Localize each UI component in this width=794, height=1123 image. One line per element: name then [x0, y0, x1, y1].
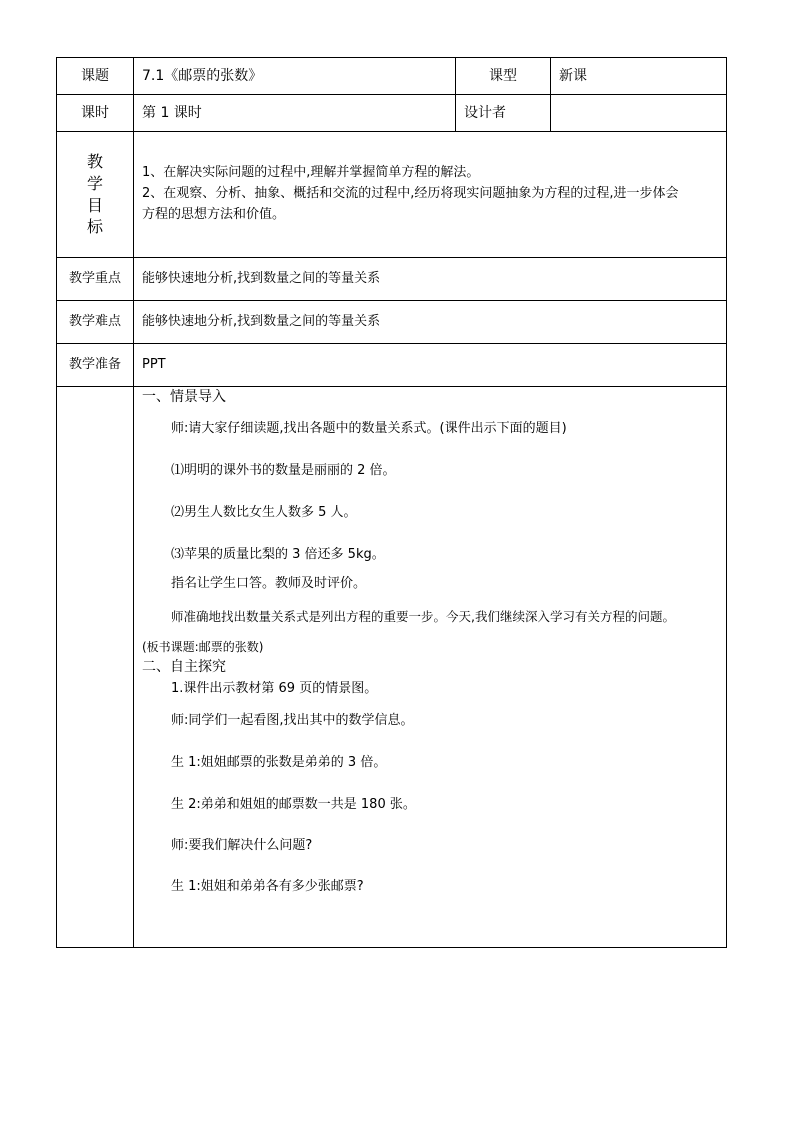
key-point-label: 教学重点	[57, 258, 134, 301]
goals-row	[57, 132, 727, 258]
topic-row	[57, 58, 727, 95]
process-line: 师:同学们一起看图,找出其中的数学信息。	[171, 713, 414, 728]
goals-label-char: 标	[86, 217, 103, 237]
section-heading: 一、情景导入	[142, 389, 226, 405]
board-title-note: (板书课题:邮票的张数)	[142, 640, 264, 654]
key-point-value: 能够快速地分析,找到数量之间的等量关系	[134, 258, 727, 301]
topic-value: 7.1《邮票的张数》	[134, 58, 456, 95]
lesson-type-value: 新课	[551, 58, 727, 95]
process-row	[57, 387, 727, 948]
goals-label-char: 目	[86, 195, 103, 215]
process-content	[134, 387, 727, 948]
lesson-plan-table	[56, 57, 727, 948]
goal-item: 2、在观察、分析、抽象、概括和交流的过程中,经历将现实问题抽象为方程的过程,进一步体会	[142, 186, 679, 202]
process-line: 生 1:姐姐和弟弟各有多少张邮票?	[171, 879, 364, 894]
goals-label-char: 学	[86, 173, 103, 193]
preparation-label: 教学准备	[57, 344, 134, 387]
goal-item: 方程的思想方法和价值。	[142, 206, 286, 222]
goals-content	[134, 132, 727, 258]
process-line: 师准确地找出数量关系式是列出方程的重要一步。今天,我们继续深入学习有关方程的问题。	[171, 609, 675, 624]
process-line: 生 1:姐姐邮票的张数是弟弟的 3 倍。	[171, 755, 387, 770]
preparation-value: PPT	[134, 344, 727, 387]
process-line: 1.课件出示教材第 69 页的情景图。	[171, 681, 378, 696]
lesson-type-label: 课型	[456, 58, 551, 95]
process-line: ⑵男生人数比女生人数多 5 人。	[171, 505, 357, 520]
process-line: 师:要我们解决什么问题?	[171, 838, 313, 853]
goals-label	[57, 132, 134, 258]
period-row	[57, 95, 727, 132]
process-line: 指名让学生口答。教师及时评价。	[171, 576, 367, 591]
section-heading: 二、自主探究	[142, 659, 226, 675]
designer-label: 设计者	[456, 95, 551, 132]
key-point-row	[57, 258, 727, 301]
designer-value	[551, 95, 727, 132]
process-line: ⑶苹果的质量比梨的 3 倍还多 5kg。	[171, 547, 385, 562]
difficulty-label: 教学难点	[57, 301, 134, 344]
topic-label: 课题	[57, 58, 134, 95]
process-label	[57, 387, 134, 948]
goal-item: 1、在解决实际问题的过程中,理解并掌握简单方程的解法。	[142, 165, 480, 181]
process-line: 师:请大家仔细读题,找出各题中的数量关系式。(课件出示下面的题目)	[171, 421, 567, 436]
process-line: 生 2:弟弟和姐姐的邮票数一共是 180 张。	[171, 797, 416, 812]
period-value: 第 1 课时	[134, 95, 456, 132]
preparation-row	[57, 344, 727, 387]
difficulty-row	[57, 301, 727, 344]
process-line: ⑴明明的课外书的数量是丽丽的 2 倍。	[171, 463, 396, 478]
difficulty-value: 能够快速地分析,找到数量之间的等量关系	[134, 301, 727, 344]
goals-label-char: 教	[86, 152, 103, 172]
period-label: 课时	[57, 95, 134, 132]
